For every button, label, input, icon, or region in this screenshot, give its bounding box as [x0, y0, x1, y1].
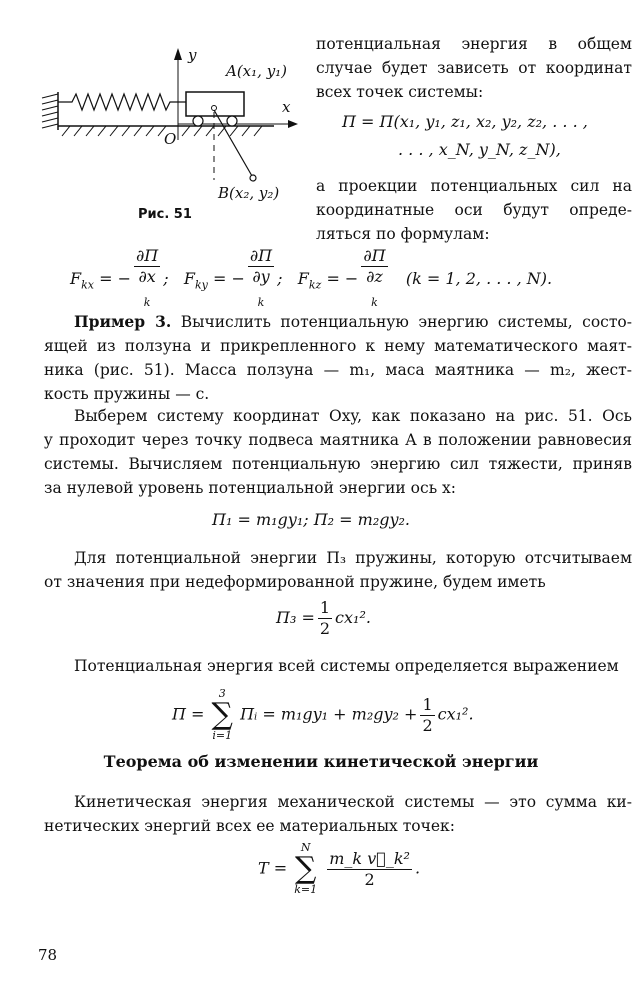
frac-den: 2 [364, 869, 375, 889]
formula-terms: Пᵢ = m₁gy₁ + m₂gy₂ + [240, 704, 418, 724]
text-line: y проходит через точку подвеса маятника A в положении равновесия [44, 431, 632, 449]
text-line: от значения при недеформированной пружине, будем иметь [44, 573, 546, 591]
frac-num: m_k v⃗_k² [329, 848, 410, 868]
frac-num: 1 [422, 694, 433, 714]
label-x-axis: x [282, 98, 291, 116]
side-text-top [316, 32, 632, 104]
formula-gravity-energy: П₁ = m₁gy₁; П₂ = m₂gy₂. [212, 510, 411, 529]
formula-potential-general-1: П = П(x₁, y₁, z₁, x₂, y₂, z₂, . . . , [342, 112, 588, 131]
f-symbol: F [70, 269, 82, 289]
paragraph-kinetic [44, 790, 632, 838]
sigma-icon: ∑ [211, 697, 233, 732]
frac-den-sub: k [371, 296, 378, 310]
label-origin: O [164, 130, 177, 148]
frac-num: ∂П [135, 246, 159, 265]
formula-lhs: П₃ = [276, 608, 315, 627]
sigma-icon: ∑ [295, 851, 317, 886]
frac-den: ∂y [252, 267, 270, 286]
paragraph-spring [44, 546, 632, 594]
text-line: ящей из ползуна и прикрепленного к нему математического маят- [44, 337, 632, 355]
figure-caption: Рис. 51 [138, 207, 192, 222]
frac-den: ∂x [138, 267, 156, 286]
paragraph-total [44, 654, 632, 678]
label-y-axis: y [188, 46, 197, 64]
text-line: координатные оси будут опреде- [316, 201, 632, 219]
text-line: за нулевой уровень потенциальной энергии ось x: [44, 479, 457, 497]
text-line: кость пружины — c. [44, 385, 210, 403]
text-line: а проекции потенциальных сил на [316, 177, 632, 195]
text-line: Выберем систему координат Oxy, как показано на рис. 51. Ось [74, 407, 632, 425]
side-text-bottom [316, 174, 632, 246]
label-point-a: A(x₁, y₁) [226, 62, 288, 80]
formula-spring-energy [276, 598, 371, 639]
text-line: системы. Вычисляем потенциальную энергию сил тяжести, приняв [44, 455, 632, 473]
frac-den: ∂z [366, 267, 383, 286]
sum-lower: k=1 [294, 883, 318, 896]
formula-lhs: T = [258, 858, 288, 878]
text-line: ника (рис. 51). Масса ползуна — m₁, маса маятника — m₂, жест- [44, 361, 632, 379]
sum-upper: N [300, 841, 311, 854]
example-3 [44, 310, 632, 406]
text-line: Кинетическая энергия механической системы — это сумма ки- [74, 793, 632, 811]
text-line: Потенциальная энергия всей системы определяется выражением [74, 657, 619, 675]
f-sub-kz: kz [308, 278, 322, 292]
formula-total-energy [172, 688, 474, 742]
f-sub-kx: kx [81, 278, 94, 292]
text-line: Для потенциальной энергии П₃ пружины, которую отсчитываем [74, 549, 632, 567]
text-line: случае будет зависеть от координат [316, 59, 632, 77]
label-point-b: B(x₂, y₂) [218, 184, 280, 202]
frac-num: 1 [319, 598, 331, 617]
example-title: Пример 3. [74, 312, 172, 331]
frac-num: ∂П [363, 246, 386, 265]
f-sub-ky: ky [194, 278, 208, 292]
frac-num: ∂П [249, 246, 273, 265]
formula-rest: cx₁². [437, 704, 474, 724]
frac-den: 2 [422, 715, 433, 735]
formula-forces: $F_{kx}$ = − ∂П ∂x $_k$ ; $F_{ky}$ = − ∂П ∂y $_k$ ; $F_{kz}$ = − ∂П ∂z $_k$ (k = 1, 2, . . . , N). [70, 246, 553, 310]
formula-range: (k = 1, 2, . . . , N). [405, 269, 553, 289]
formula-kinetic-energy: T = N ∑ k=1 $\frac{\text{m\_k v⃗\_k²}}{2}$ . [258, 841, 421, 896]
formula-potential-general-2: . . . , x_N, y_N, z_N), [398, 140, 561, 159]
text-line: нетических энергий всех ее материальных точек: [44, 817, 455, 835]
frac-den-sub: k [257, 296, 265, 310]
text-line: потенциальная энергия в общем [316, 35, 632, 53]
frac-den-sub: k [143, 296, 151, 310]
text-line: ляться по формулам: [316, 225, 490, 243]
formula-lhs: П = [172, 704, 205, 724]
frac-den: 2 [319, 619, 331, 638]
text-line: Вычислить потенциальную энергию системы, состо- [180, 313, 632, 331]
formula-rest: cx₁². [335, 608, 371, 627]
section-heading: Теорема об изменении кинетической энергии [103, 752, 539, 771]
text-line: всех точек системы: [316, 83, 484, 101]
sum-upper: 3 [218, 687, 226, 700]
paragraph-coordinates [44, 404, 632, 500]
sum-lower: i=1 [212, 729, 233, 742]
page-number: 78 [38, 946, 58, 964]
